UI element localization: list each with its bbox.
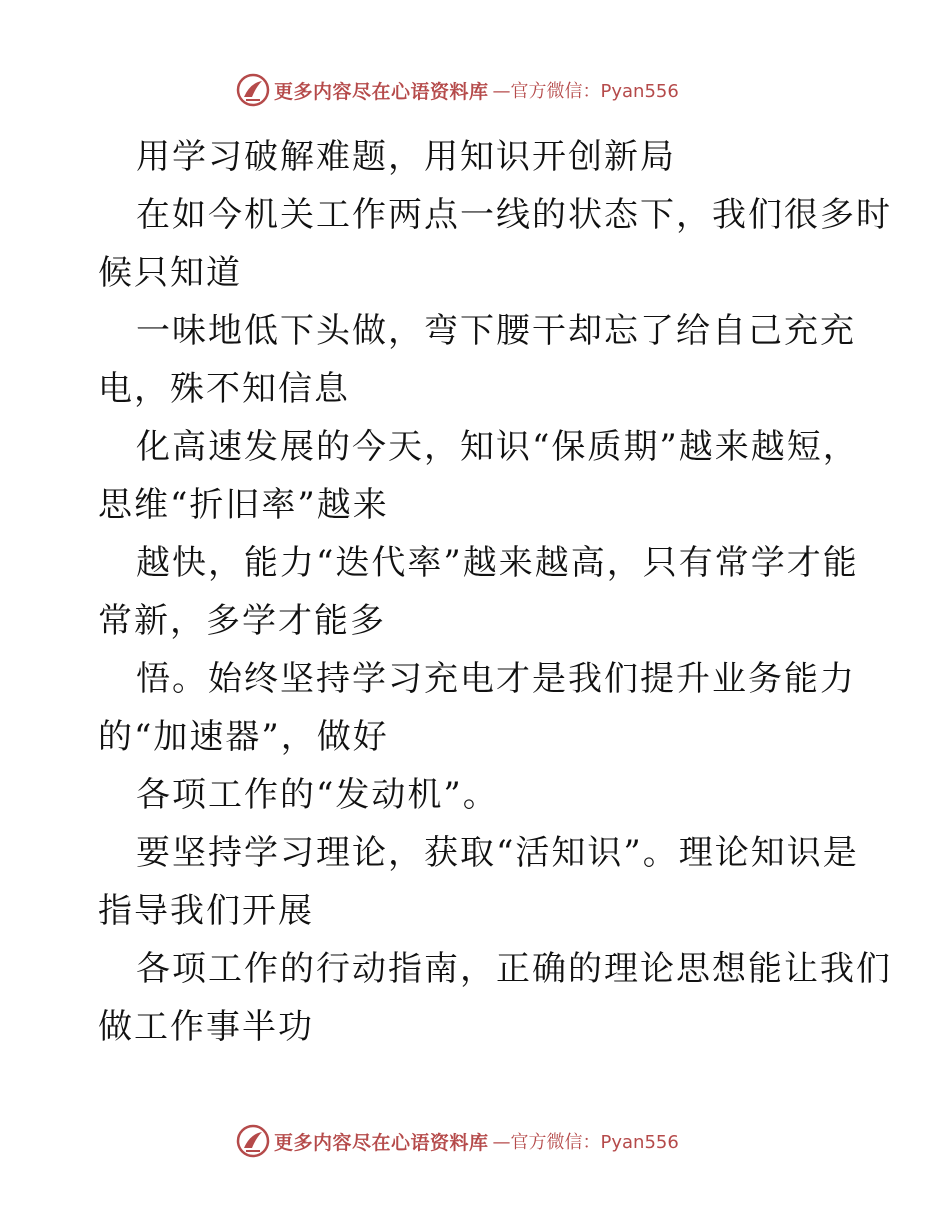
text-line: 常新，多学才能多 xyxy=(98,601,386,641)
text-line: 悟。始终坚持学习充电才是我们提升业务能力 xyxy=(136,659,856,699)
footer-banner-suffix: —官方微信：Pyan556 xyxy=(492,1132,679,1153)
text-line: 化高速发展的今天，知识“保质期”越来越短， xyxy=(136,427,859,467)
text-line: 各项工作的“发动机”。 xyxy=(136,775,499,815)
header-banner-title: 更多内容尽在心语资料库 xyxy=(274,80,489,103)
header-banner-suffix: —官方微信：Pyan556 xyxy=(492,81,679,102)
text-line: 的“加速器”，做好 xyxy=(98,717,389,757)
footer-banner-title: 更多内容尽在心语资料库 xyxy=(274,1131,489,1154)
text-line: 越快，能力“迭代率”越来越高，只有常学才能 xyxy=(136,543,859,583)
body-text xyxy=(98,128,892,1056)
text-line: 一味地低下头做，弯下腰干却忘了给自己充充 xyxy=(136,311,856,351)
pen-logo-icon xyxy=(236,1124,270,1158)
text-line: 用学习破解难题，用知识开创新局 xyxy=(136,137,676,177)
footer-banner xyxy=(236,1123,679,1159)
text-line: 要坚持学习理论，获取“活知识”。理论知识是 xyxy=(136,833,859,873)
text-line: 各项工作的行动指南，正确的理论思想能让我们 xyxy=(136,949,892,989)
text-line: 在如今机关工作两点一线的状态下，我们很多时 xyxy=(136,195,892,235)
text-line: 思维“折旧率”越来 xyxy=(98,485,389,525)
pen-logo-icon xyxy=(236,73,270,107)
text-line: 做工作事半功 xyxy=(98,1007,314,1047)
text-line: 电，殊不知信息 xyxy=(98,369,350,409)
header-banner xyxy=(236,72,679,108)
text-line: 指导我们开展 xyxy=(98,891,314,931)
text-line: 候只知道 xyxy=(98,253,242,293)
